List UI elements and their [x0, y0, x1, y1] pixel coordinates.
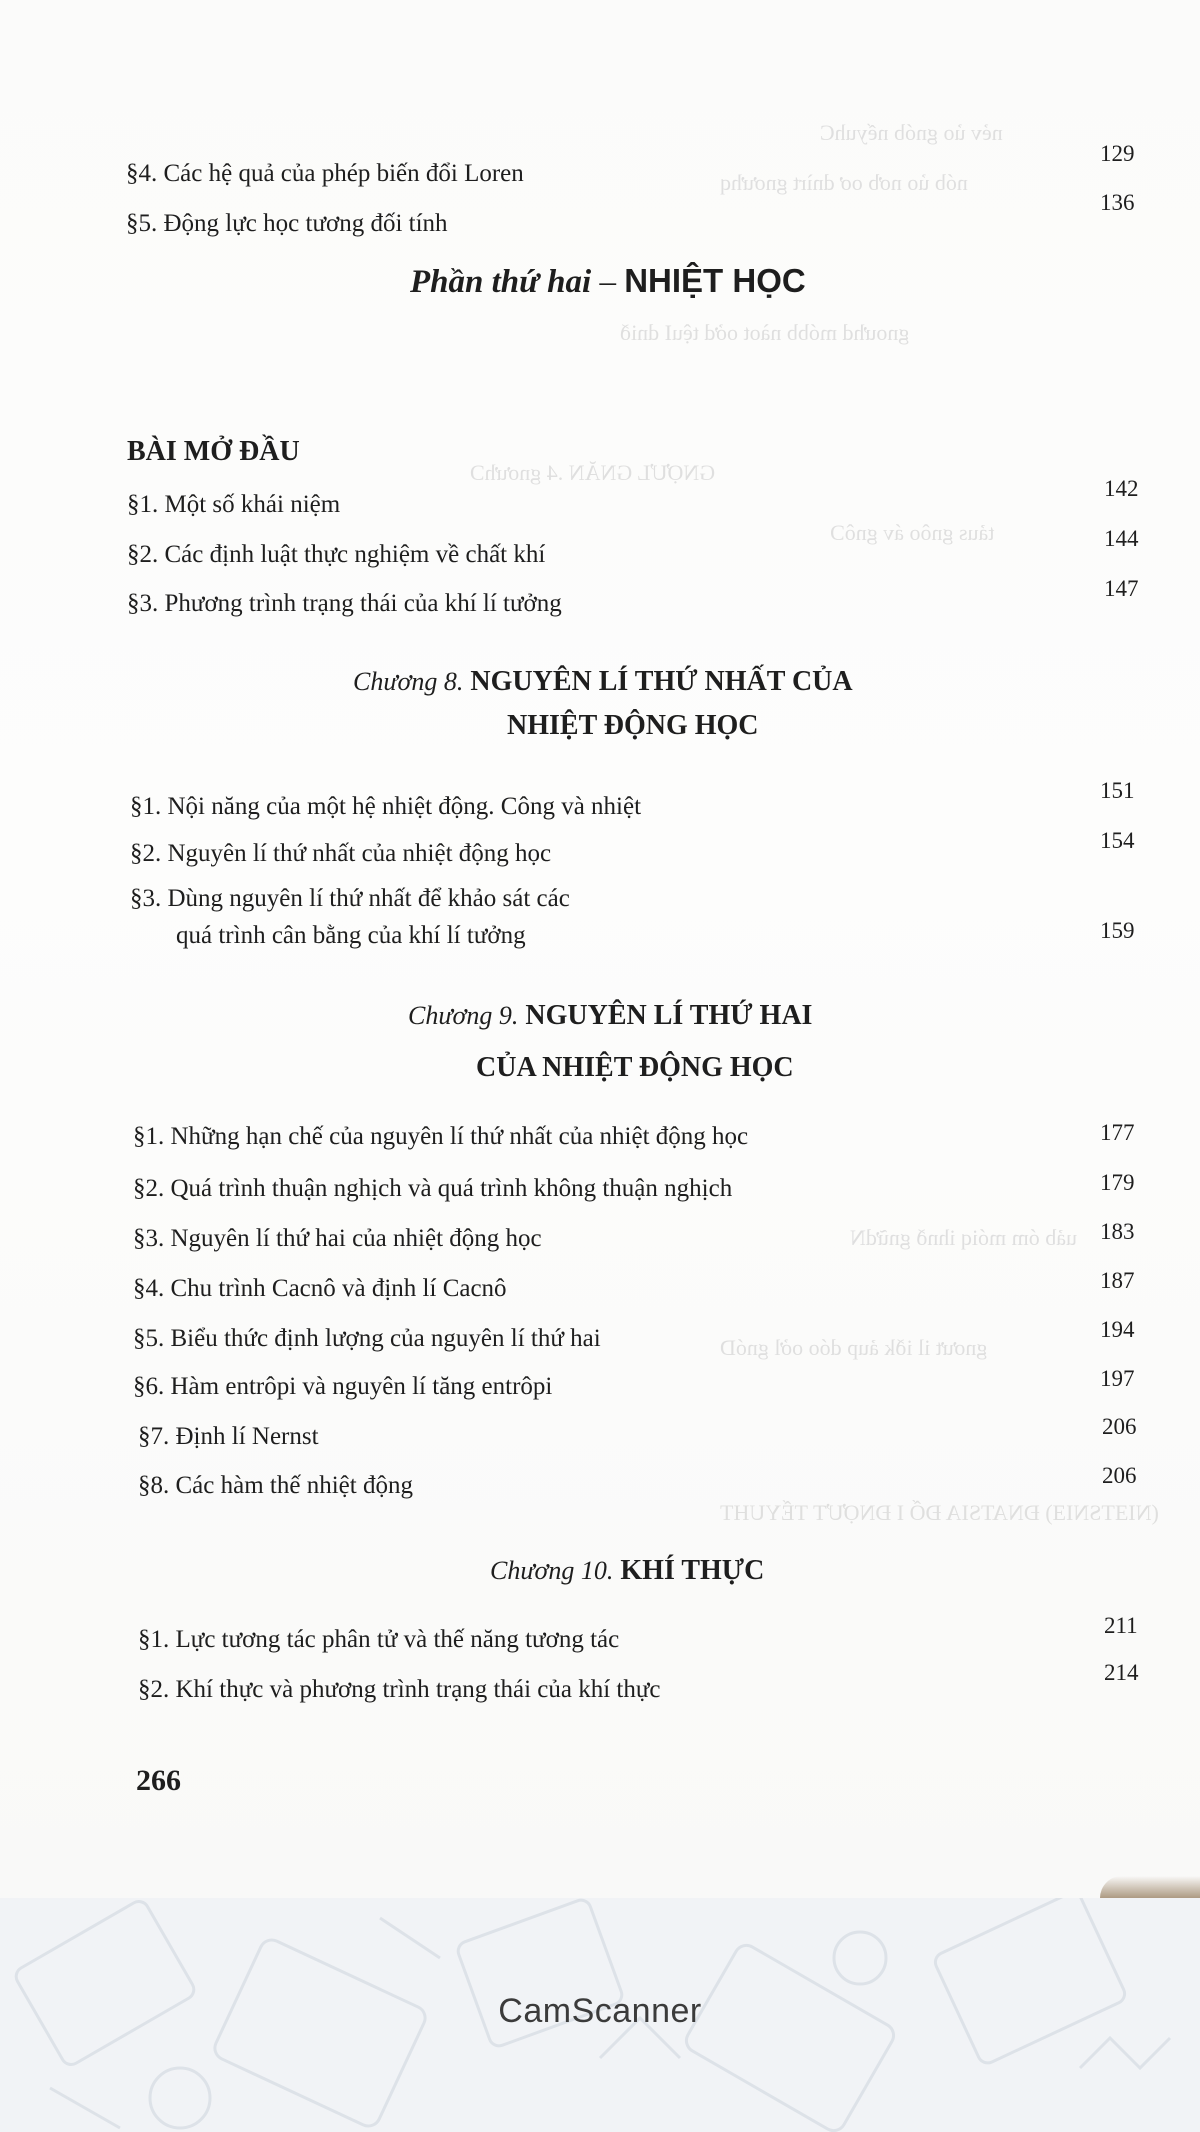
toc-entry-page: 211 — [1104, 1613, 1138, 1638]
chapter-prefix: Chương 8. — [353, 667, 464, 696]
toc-entry-label: §2. Khí thực và phương trình trạng thái của khí thực — [138, 1676, 661, 1703]
page-number: 266 — [136, 1764, 181, 1797]
toc-entry-page: 197 — [1100, 1366, 1135, 1391]
toc-entry-page: 206 — [1102, 1463, 1137, 1488]
toc-entry-label: §5. Động lực học tương đối tính — [126, 210, 448, 237]
part-title-bold: NHIỆT HỌC — [624, 262, 806, 299]
chapter-title: NGUYÊN LÍ THỨ HAI — [525, 1000, 813, 1031]
toc-entry-page: 151 — [1100, 778, 1135, 803]
chapter-title-line2: CỦA NHIỆT ĐỘNG HỌC — [476, 1052, 794, 1083]
toc-entry-label: §4. Chu trình Cacnô và định lí Cacnô — [133, 1275, 507, 1302]
part-title-dash: – — [591, 264, 625, 300]
toc-entry-label: §1. Nội năng của một hệ nhiệt động. Công và nhiệt — [130, 793, 642, 820]
toc-entry-label: §3. Phương trình trạng thái của khí lí tưởng — [127, 590, 562, 617]
chapter-title: KHÍ THỰC — [620, 1555, 765, 1586]
toc-entry-label-continued: quá trình cân bằng của khí lí tưởng — [176, 922, 526, 949]
show-through-text: nẻv ủo gnób nếyuhC — [820, 120, 1003, 145]
toc-entry-page: 179 — [1100, 1170, 1135, 1195]
chapter-title: NGUYÊN LÍ THỨ NHẤT CỦA — [470, 666, 853, 697]
chapter-prefix: Chương 9. — [408, 1001, 519, 1030]
toc-entry-page: 144 — [1104, 526, 1139, 551]
toc-entry-label: §2. Nguyên lí thứ nhất của nhiệt động học — [130, 840, 552, 867]
section-title: BÀI MỞ ĐẦU — [127, 436, 300, 467]
toc-entry-label: §1. Những hạn chế của nguyên lí thứ nhất của nhiệt động học — [133, 1123, 749, 1150]
chapter-title-line2: NHIỆT ĐỘNG HỌC — [507, 710, 759, 741]
toc-entry-label: §1. Một số khái niệm — [127, 491, 341, 518]
toc-entry-page: 129 — [1100, 141, 1135, 166]
toc-entry-label: §6. Hàm entrôpi và nguyên lí tăng entrôpi — [133, 1373, 553, 1400]
toc-entry-page: 147 — [1104, 576, 1139, 601]
toc-entry-page: 214 — [1104, 1660, 1139, 1685]
toc-entry-label: §3. Nguyên lí thứ hai của nhiệt động học — [133, 1225, 542, 1252]
show-through-text: uảb óm móiq ihnð gnữdN — [850, 1225, 1078, 1250]
toc-entry-label: §4. Các hệ quả của phép biến đổi Loren — [126, 160, 524, 187]
chapter-heading — [490, 1555, 764, 1587]
chapter-prefix: Chương 10. — [490, 1556, 614, 1585]
part-title-italic: Phần thứ hai — [410, 264, 592, 300]
toc-entry-page: 177 — [1100, 1120, 1135, 1145]
show-through-text: (NIƎTSNIƎ) ĐNATSIA ĐỐ I ĐNỢƯƬ TẾYUHT — [720, 1500, 1159, 1525]
chapter-heading — [408, 1000, 812, 1032]
toc-entry-page: 183 — [1100, 1219, 1135, 1244]
show-through-text: gnoưhd móbb nàot oởd tệuI dnið — [620, 320, 910, 345]
toc-entry-label: §5. Biểu thức định lượng của nguyên lí thứ hai — [133, 1325, 601, 1352]
toc-entry-label: §2. Các định luật thực nghiệm về chất khí — [127, 541, 546, 568]
toc-entry-page: 194 — [1100, 1317, 1135, 1342]
toc-entry-page: 154 — [1100, 828, 1135, 853]
show-through-text: tảus gnôo áv gnôƆ — [830, 520, 995, 545]
toc-entry-page: 142 — [1104, 476, 1139, 501]
show-through-text: gnơưt il iðk ảup dóo oởl gnóD — [720, 1335, 988, 1360]
toc-entry-label: §1. Lực tương tác phân tử và thế năng tương tác — [138, 1626, 620, 1653]
toc-entry-page: 206 — [1102, 1414, 1137, 1439]
show-through-text: GNỢƯL GNĂN .4 gnơưhƆ — [470, 460, 716, 485]
toc-entry-label: §7. Định lí Nernst — [138, 1423, 319, 1450]
toc-entry-label: §3. Dùng nguyên lí thứ nhất để khảo sát các — [130, 885, 570, 912]
toc-entry-page: 159 — [1100, 918, 1135, 943]
show-through-text: nób ủo nơb oơ dnìrt gnơưhq — [720, 170, 968, 195]
toc-entry-page: 136 — [1100, 190, 1135, 215]
part-title — [410, 262, 806, 301]
page-edge-shadow — [1100, 1876, 1200, 1898]
scanner-footer — [0, 1898, 1200, 2132]
toc-entry-label: §8. Các hàm thế nhiệt động — [138, 1472, 413, 1499]
toc-entry-label: §2. Quá trình thuận nghịch và quá trình không thuận nghịch — [133, 1175, 733, 1202]
toc-entry-page: 187 — [1100, 1268, 1135, 1293]
chapter-heading — [353, 666, 853, 698]
camscanner-brand: CamScanner — [498, 1992, 702, 2030]
